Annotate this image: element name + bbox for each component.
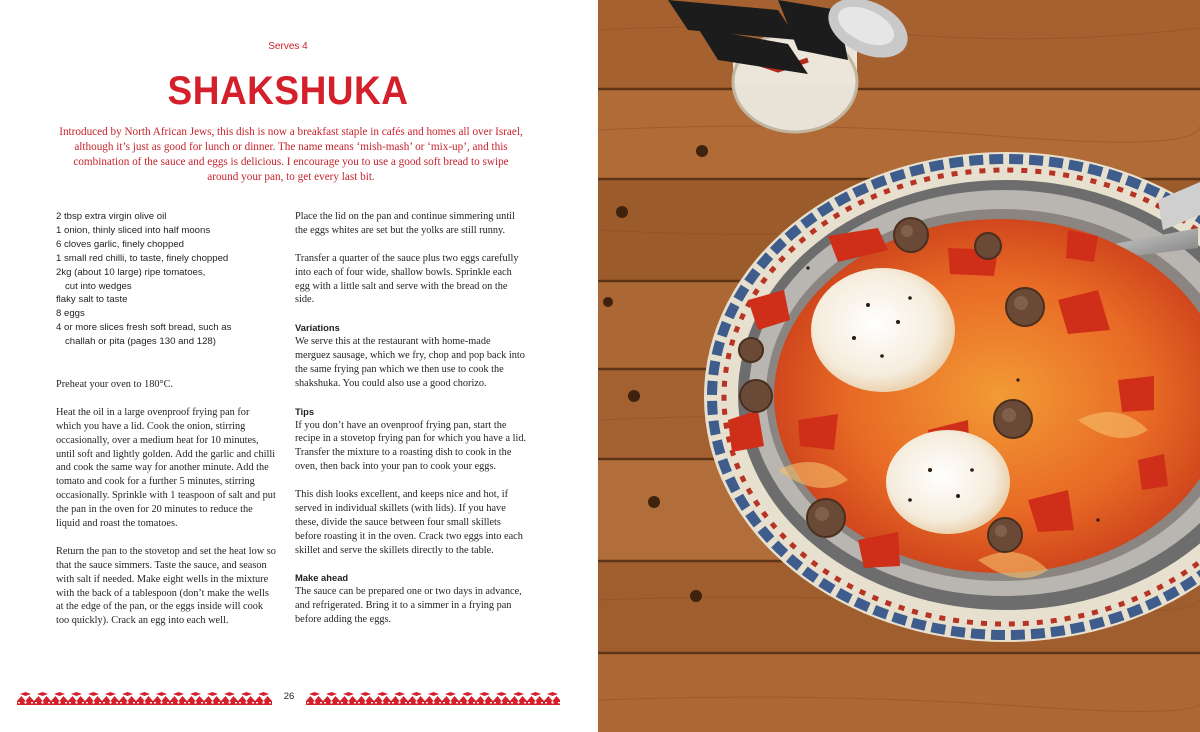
recipe-intro: Introduced by North African Jews, this dish is now a breakfast staple in cafés and homes all over Israel, although it’s just as good for lunch or dinner. The name means ‘mish-mash’ or ‘mix-up’, and this combination of the sauce and eggs is delicious. I encourage you to use a good soft bread to swipe around your pan, to get every last bit. bbox=[59, 126, 523, 183]
ingredient-item: 2kg (about 10 large) ripe tomatoes, bbox=[56, 266, 206, 278]
method-continued bbox=[295, 210, 527, 641]
method-steps bbox=[56, 378, 276, 642]
shakshuka-photo bbox=[598, 0, 1200, 732]
ingredient-item: challah or pita (pages 130 and 128) bbox=[65, 336, 216, 348]
food-photo bbox=[598, 0, 1200, 732]
ingredient-item: 1 small red chilli, to taste, finely chopped bbox=[56, 252, 229, 264]
ingredients-list bbox=[56, 210, 276, 349]
make-ahead-text: The sauce can be prepared one or two days in advance, and refrigerated. Bring it to a simmer in a frying pan before adding the eggs. bbox=[295, 586, 522, 626]
method-step: Place the lid on the pan and continue simmering until the eggs whites are set but the yolks are still runny. bbox=[295, 211, 515, 236]
recipe-page bbox=[0, 0, 598, 732]
page-number: 26 bbox=[283, 691, 295, 702]
method-step: Transfer a quarter of the sauce plus two eggs carefully into each of four wide, shallow bowls. Sprinkle each egg with a little salt and serve with the bread on the side. bbox=[295, 252, 519, 306]
make-ahead-heading: Make ahead bbox=[295, 572, 349, 584]
ingredient-item: flaky salt to taste bbox=[56, 294, 128, 306]
ingredient-item: cut into wedges bbox=[65, 280, 132, 292]
recipe-title: SHAKSHUKA bbox=[167, 68, 409, 113]
method-step: Heat the oil in a large ovenproof frying pan for which you have a lid. Cook the onion, stirring occasionally, over a medium heat for 10 minutes, until soft and lightly golden. Add the garlic and chilli and cook the same way for another minute. Add the tomato and cook for a further 5 minutes, stirring occasionally. Sprinkle with 1 teaspoon of salt and put the pan in the oven for 20 minutes to reduce the liquid and roast the tomatoes. bbox=[56, 406, 276, 530]
decorative-border-right bbox=[306, 692, 560, 705]
ingredient-item: 6 cloves garlic, finely chopped bbox=[56, 238, 184, 250]
ingredient-item: 4 or more slices fresh soft bread, such as bbox=[56, 322, 232, 334]
ingredient-item: 8 eggs bbox=[56, 308, 85, 320]
serves-label: Serves 4 bbox=[268, 41, 308, 52]
tips-text: If you don’t have an ovenproof frying pan, start the recipe in a stovetop frying pan for which you have a lid. Transfer the mixture to a roasting dish to cook in the oven, then back into your pan to cook your eggs. bbox=[295, 419, 527, 473]
tips-heading: Tips bbox=[295, 405, 315, 417]
method-step: Return the pan to the stovetop and set the heat low so that the sauce simmers. Taste the sauce, and season with salt if needed. Make eight wells in the mixture with the back of a tablespoon (don’t make the wells at the edge of the pan, or the eggs inside will cook too quickly). Crack an egg into each well. bbox=[56, 545, 276, 627]
variations-heading: Variations bbox=[295, 322, 340, 334]
variations-text: We serve this at the restaurant with home-made merguez sausage, which we fry, chop and pop back into the same frying pan which we then use to cook the shakshuka. You could also use a good chorizo. bbox=[295, 336, 525, 389]
ingredient-item: 1 onion, thinly sliced into half moons bbox=[56, 224, 211, 236]
method-step: Preheat your oven to 180°C. bbox=[56, 379, 174, 390]
tips-text: This dish looks excellent, and keeps nice and hot, if served in individual skillets (with lids). If you have these, divide the sauce between four small skillets before roasting it in the oven. Crack two eggs into each skillet and serve the skillets directly to the table. bbox=[295, 489, 523, 556]
ingredient-item: 2 tbsp extra virgin olive oil bbox=[56, 211, 167, 222]
decorative-border-left bbox=[17, 692, 272, 705]
